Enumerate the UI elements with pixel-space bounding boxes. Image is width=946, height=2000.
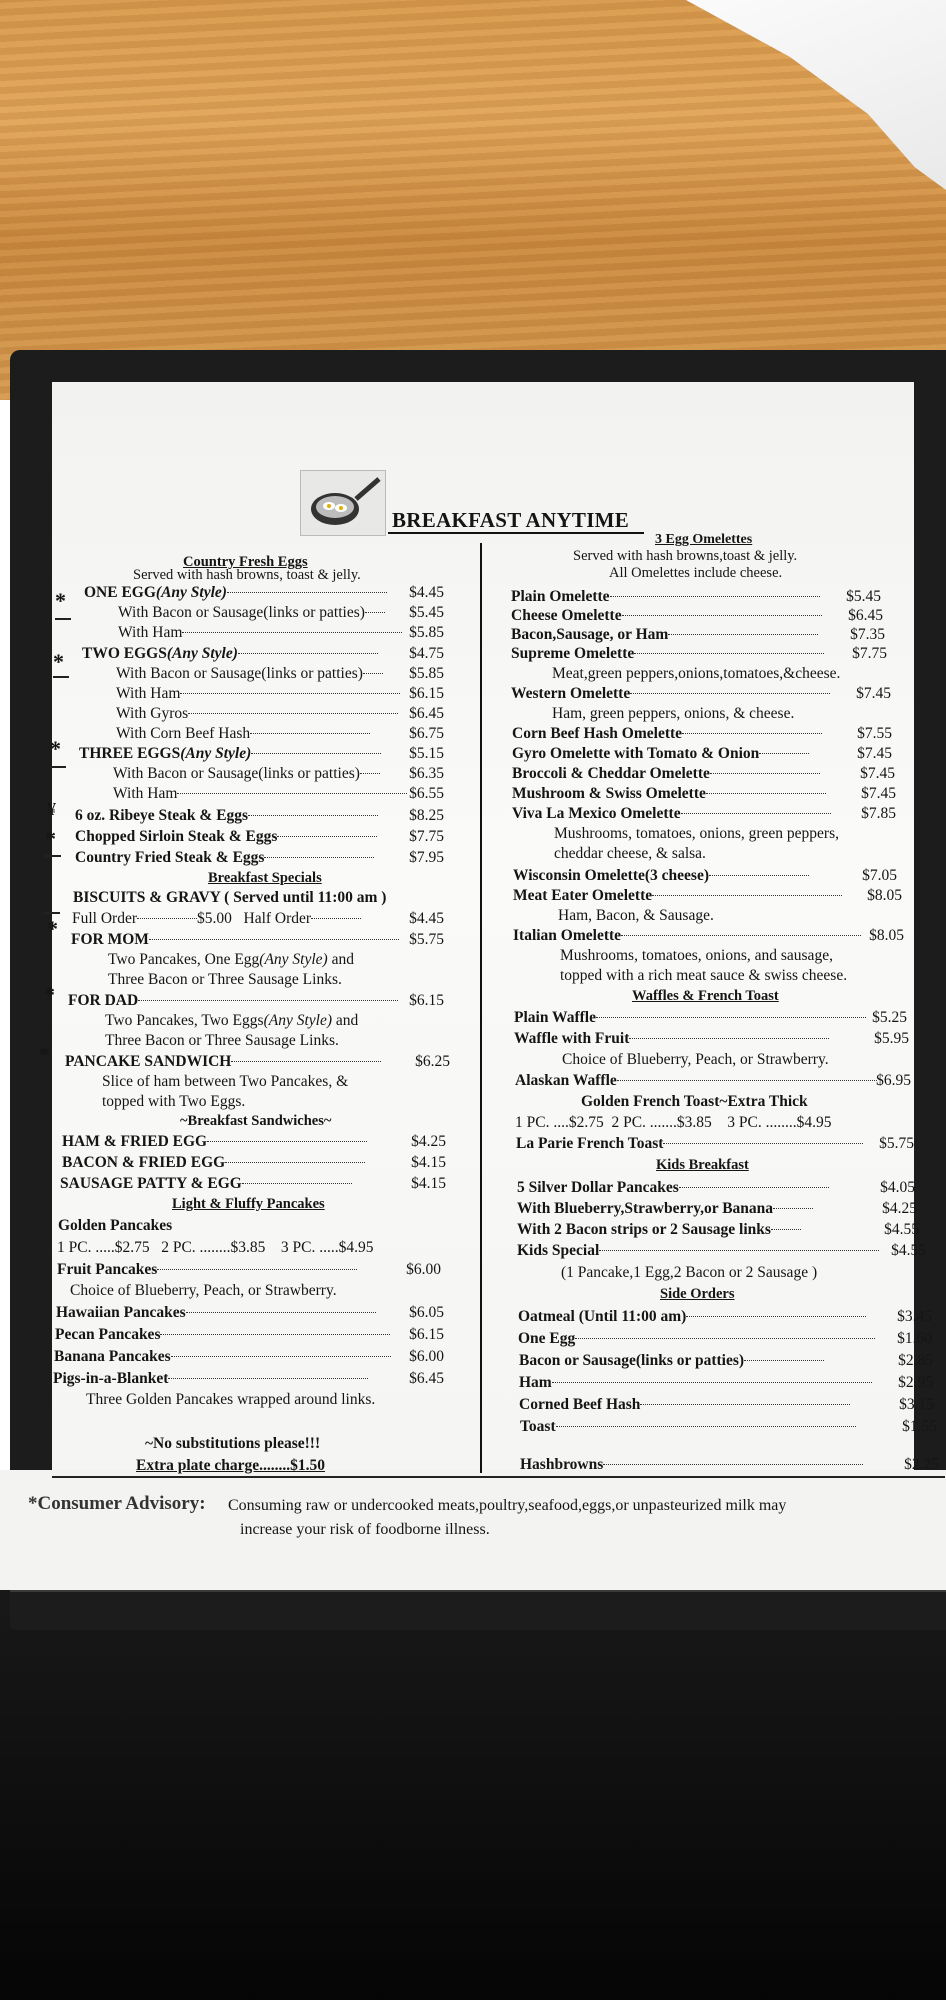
dash-mark: [53, 676, 69, 678]
menu-item: Pigs-in-a-Blanket $6.45: [53, 1370, 444, 1387]
menu-item: FOR DAD $6.15: [68, 992, 444, 1009]
menu-item: BISCUITS & GRAVY ( Served until 11:00 am ): [73, 889, 387, 906]
dash-mark: [45, 855, 61, 857]
menu-item: Kids Special $4.55: [517, 1242, 926, 1259]
menu-item: Hawaiian Pancakes $6.05: [56, 1304, 444, 1321]
section-note: Served with hash browns, toast & jelly.: [133, 567, 361, 583]
menu-item: Golden Pancakes: [58, 1217, 173, 1234]
page-title: BREAKFAST ANYTIME: [392, 508, 630, 532]
dash-mark: [55, 618, 71, 620]
asterisk-icon: *: [50, 736, 61, 761]
menu-item: Hashbrowns $2.25: [520, 1456, 939, 1473]
menu-item: 6 oz. Ribeye Steak & Eggs $8.25: [75, 807, 444, 824]
item-description: Choice of Blueberry, Peach, or Strawberry.: [70, 1282, 337, 1299]
item-description: (1 Pancake,1 Egg,2 Bacon or 2 Sausage ): [561, 1264, 818, 1281]
menu-item: Chopped Sirloin Steak & Eggs $7.75: [75, 828, 444, 845]
column-divider: [480, 543, 482, 1473]
menu-item: Fruit Pancakes $6.00: [57, 1261, 441, 1278]
item-description: topped with a rich meat sauce & swiss cheese.: [560, 967, 848, 984]
advisory-text: Consuming raw or undercooked meats,poultry,seafood,eggs,or unpasteurized milk may: [228, 1497, 787, 1514]
menu-item: Viva La Mexico Omelette $7.85: [512, 805, 896, 822]
asterisk-icon: *: [44, 982, 55, 1007]
menu-item: Golden French Toast~Extra Thick: [581, 1093, 808, 1110]
menu-item: ONE EGG(Any Style) $4.45: [84, 584, 444, 601]
menu-item: Alaskan Waffle $6.95: [515, 1072, 911, 1089]
menu-item: Pecan Pancakes $6.15: [55, 1326, 444, 1343]
menu-item: 5 Silver Dollar Pancakes $4.05: [517, 1179, 915, 1196]
menu-item: With 2 Bacon strips or 2 Sausage links $4.55: [517, 1221, 919, 1238]
section-heading: Kids Breakfast: [656, 1157, 749, 1173]
advisory-text: increase your risk of foodborne illness.: [240, 1521, 490, 1538]
menu-item: Bacon or Sausage(links or patties) $2.85: [519, 1352, 933, 1369]
menu-item: Corned Beef Hash $3.15: [519, 1396, 934, 1413]
section-heading: Breakfast Specials: [208, 870, 322, 886]
menu-item: With Blueberry,Strawberry,or Banana $4.25: [517, 1200, 917, 1217]
item-description: Ham, green peppers, onions, & cheese.: [552, 705, 795, 722]
dash-mark: [50, 766, 66, 768]
menu-item: TWO EGGS(Any Style) $4.75: [82, 645, 444, 662]
asterisk-icon: *: [39, 1042, 50, 1067]
menu-item: With Bacon or Sausage(links or patties) $5.45: [118, 604, 444, 621]
item-description: Three Golden Pancakes wrapped around links.: [86, 1391, 376, 1408]
section-heading: Side Orders: [660, 1286, 735, 1302]
item-description: Meat,green peppers,onions,tomatoes,&cheese.: [552, 665, 841, 682]
price-line: 1 PC. .....$2.75 2 PC. ........$3.85 3 PC. .....$4.95: [57, 1239, 374, 1256]
menu-item: BACON & FRIED EGG $4.15: [62, 1154, 446, 1171]
item-description: Two Pancakes, One Egg(Any Style) and: [108, 951, 354, 968]
menu-item: Corn Beef Hash Omelette $7.55: [512, 725, 892, 742]
menu-item: With Gyros $6.45: [116, 705, 444, 722]
menu-item: Gyro Omelette with Tomato & Onion $7.45: [512, 745, 892, 762]
menu-item: THREE EGGS(Any Style) $5.15: [79, 745, 444, 762]
menu-item: Full Order $5.00 Half Order $4.45: [72, 910, 444, 927]
menu-item: With Bacon or Sausage(links or patties) $5.85: [116, 665, 444, 682]
menu-item: With Ham $5.85: [118, 624, 444, 641]
section-heading: Waffles & French Toast: [632, 988, 779, 1004]
section-heading: ~Breakfast Sandwiches~: [180, 1113, 332, 1129]
asterisk-icon: *: [47, 916, 58, 941]
asterisk-icon: *: [53, 649, 64, 674]
menu-item: Plain Waffle $5.25: [514, 1009, 907, 1026]
no-substitutions-note: ~No substitutions please!!!: [145, 1435, 321, 1452]
item-description: Ham, Bacon, & Sausage.: [558, 907, 714, 924]
menu-item: Banana Pancakes $6.00: [54, 1348, 444, 1365]
menu-item: With Ham $6.55: [113, 785, 444, 802]
menu-item: Toast $1.55: [520, 1418, 937, 1435]
menu-item: Ham $2.95: [519, 1374, 933, 1391]
item-description: Three Bacon or Three Sausage Links.: [108, 971, 342, 988]
extra-plate-charge: Extra plate charge........$1.50: [136, 1457, 325, 1474]
item-description: Mushrooms, tomatoes, onions, green peppers,: [554, 825, 839, 842]
asterisk-icon: *: [45, 826, 56, 851]
menu-item: One Egg $1.60: [518, 1330, 932, 1347]
frying-pan-icon: [300, 470, 386, 536]
menu-item: Waffle with Fruit $5.95: [514, 1030, 909, 1047]
section-heading: 3 Egg Omelettes: [655, 532, 753, 547]
section-note: Served with hash browns,toast & jelly.: [573, 548, 798, 564]
menu-item: SAUSAGE PATTY & EGG $4.15: [60, 1175, 446, 1192]
menu-item: Cheese Omelette $6.45: [511, 607, 883, 624]
menu-item: HAM & FRIED EGG $4.25: [62, 1133, 446, 1150]
asterisk-icon: ¥: [47, 799, 56, 819]
menu-item: Meat Eater Omelette $8.05: [513, 887, 902, 904]
menu-item: Western Omelette $7.45: [511, 685, 891, 702]
advisory-label: *Consumer Advisory:: [28, 1493, 206, 1514]
menu-item: Country Fried Steak & Eggs $7.95: [75, 849, 444, 866]
title-underline: [388, 532, 644, 534]
menu-item: La Parie French Toast $5.75: [516, 1135, 914, 1152]
section-heading: Country Fresh Eggs: [183, 554, 308, 570]
section-rule: [52, 1476, 945, 1478]
menu-item: With Ham $6.15: [116, 685, 444, 702]
menu-item: Italian Omelette $8.05: [513, 927, 904, 944]
menu-item: FOR MOM $5.75: [71, 931, 444, 948]
menu-item: With Bacon or Sausage(links or patties) $6.35: [113, 765, 444, 782]
item-description: Slice of ham between Two Pancakes, &: [102, 1073, 349, 1090]
section-note: All Omelettes include cheese.: [609, 565, 783, 581]
asterisk-icon: *: [55, 588, 66, 613]
menu-item: Bacon,Sausage, or Ham $7.35: [511, 626, 885, 643]
menu-item: Plain Omelette $5.45: [511, 588, 881, 605]
item-description: Choice of Blueberry, Peach, or Strawberry.: [562, 1051, 829, 1068]
menu-item: Mushroom & Swiss Omelette $7.45: [512, 785, 896, 802]
item-description: topped with Two Eggs.: [102, 1093, 246, 1110]
menu-item: Supreme Omelette $7.75: [511, 645, 887, 662]
item-description: cheddar cheese, & salsa.: [554, 845, 706, 862]
item-description: Three Bacon or Three Sausage Links.: [105, 1032, 339, 1049]
menu-item: With Corn Beef Hash $6.75: [116, 725, 444, 742]
dash-mark: [44, 912, 60, 914]
price-line: 1 PC. ....$2.75 2 PC. .......$3.85 3 PC. ........$4.95: [515, 1114, 832, 1131]
menu-item: Oatmeal (Until 11:00 am) $3.45: [518, 1308, 932, 1325]
section-heading: Light & Fluffy Pancakes: [172, 1196, 325, 1212]
menu-item: PANCAKE SANDWICH $6.25: [65, 1053, 450, 1070]
item-description: Mushrooms, tomatoes, onions, and sausage,: [560, 947, 833, 964]
menu-item: Broccoli & Cheddar Omelette $7.45: [512, 765, 895, 782]
item-description: Two Pancakes, Two Eggs(Any Style) and: [105, 1012, 359, 1029]
menu-item: Wisconsin Omelette(3 cheese) $7.05: [513, 867, 897, 884]
